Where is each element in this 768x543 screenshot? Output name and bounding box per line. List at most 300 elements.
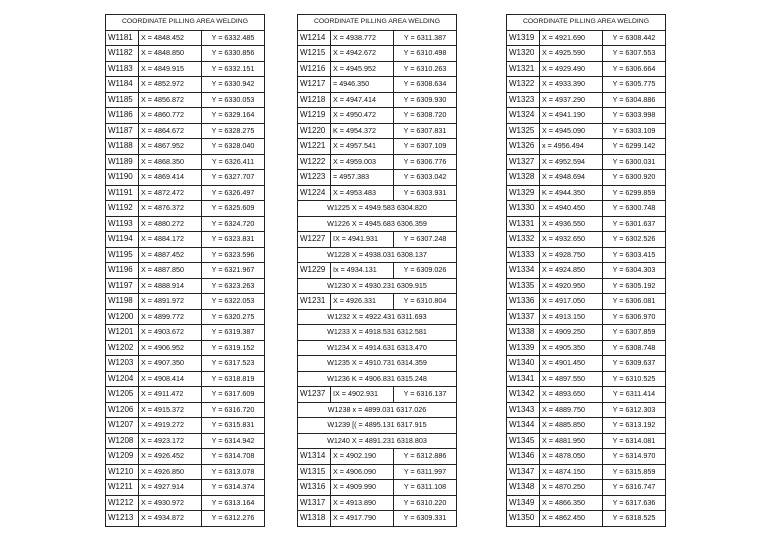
- combined-coordinate-cell: W1226 X = 4945.683 6306.359: [298, 216, 457, 232]
- table-row: [106, 77, 265, 93]
- table-row: [507, 108, 666, 124]
- table-row: [106, 449, 265, 465]
- table-row: [507, 278, 666, 294]
- table-row: [106, 340, 265, 356]
- table-row: [507, 402, 666, 418]
- table-row: [106, 170, 265, 186]
- y-coordinate-cell: Y = 6308.720: [394, 108, 457, 124]
- x-coordinate-cell: X = 4888.914: [139, 278, 202, 294]
- x-coordinate-cell: X = 4849.915: [139, 61, 202, 77]
- x-coordinate-cell: X = 4953.483: [331, 185, 394, 201]
- table-row: [507, 263, 666, 279]
- y-coordinate-cell: Y = 6318.525: [603, 511, 666, 527]
- table-row: [106, 495, 265, 511]
- point-id-cell: W1326: [507, 139, 540, 155]
- point-id-cell: W1328: [507, 170, 540, 186]
- table-row: [106, 433, 265, 449]
- y-coordinate-cell: Y = 6329.164: [202, 108, 265, 124]
- x-coordinate-cell: X = 4934.872: [139, 511, 202, 527]
- x-coordinate-cell: X = 4848.452: [139, 30, 202, 46]
- y-coordinate-cell: Y = 6308.748: [603, 340, 666, 356]
- x-coordinate-cell: X = 4938.772: [331, 30, 394, 46]
- table-row: [298, 278, 457, 294]
- x-coordinate-cell: X = 4940.450: [540, 201, 603, 217]
- x-coordinate-cell: X = 4869.414: [139, 170, 202, 186]
- table-row: [298, 464, 457, 480]
- y-coordinate-cell: Y = 6303.998: [603, 108, 666, 124]
- table-row: [507, 325, 666, 341]
- y-coordinate-cell: Y = 6305.775: [603, 77, 666, 93]
- x-coordinate-cell: X = 4889.750: [540, 402, 603, 418]
- point-id-cell: W1330: [507, 201, 540, 217]
- point-id-cell: W1237: [298, 387, 331, 403]
- x-coordinate-cell: X = 4926.850: [139, 464, 202, 480]
- combined-coordinate-cell: W1232 X = 4922.431 6311.693: [298, 309, 457, 325]
- point-id-cell: W1200: [106, 309, 139, 325]
- y-coordinate-cell: Y = 6314.081: [603, 433, 666, 449]
- x-coordinate-cell: X = 4862.450: [540, 511, 603, 527]
- x-coordinate-cell: X = 4906.090: [331, 464, 394, 480]
- table-row: [298, 356, 457, 372]
- coordinate-table-2: [297, 14, 457, 527]
- y-coordinate-cell: Y = 6332.151: [202, 61, 265, 77]
- x-coordinate-cell: X = 4872.472: [139, 185, 202, 201]
- x-coordinate-cell: X = 4921.690: [540, 30, 603, 46]
- x-coordinate-cell: X = 4913.150: [540, 309, 603, 325]
- table-row: [298, 30, 457, 46]
- point-id-cell: W1181: [106, 30, 139, 46]
- combined-coordinate-cell: W1233 X = 4918.531 6312.581: [298, 325, 457, 341]
- point-id-cell: W1348: [507, 480, 540, 496]
- point-id-cell: W1223: [298, 170, 331, 186]
- point-id-cell: W1208: [106, 433, 139, 449]
- y-coordinate-cell: Y = 6310.804: [394, 294, 457, 310]
- point-id-cell: W1191: [106, 185, 139, 201]
- table-row: [298, 511, 457, 527]
- point-id-cell: W1349: [507, 495, 540, 511]
- x-coordinate-cell: X = 4899.772: [139, 309, 202, 325]
- point-id-cell: W1337: [507, 309, 540, 325]
- x-coordinate-cell: X = 4902.190: [331, 449, 394, 465]
- x-coordinate-cell: X = 4924.850: [540, 263, 603, 279]
- x-coordinate-cell: X = 4945.952: [331, 61, 394, 77]
- point-id-cell: W1320: [507, 46, 540, 62]
- table-title: COORDINATE PILLING AREA WELDING: [298, 15, 457, 31]
- y-coordinate-cell: Y = 6315.859: [603, 464, 666, 480]
- table-row: [507, 356, 666, 372]
- table-row: [507, 309, 666, 325]
- point-id-cell: W1184: [106, 77, 139, 93]
- y-coordinate-cell: Y = 6309.930: [394, 92, 457, 108]
- x-coordinate-cell: = 4957.383: [331, 170, 394, 186]
- point-id-cell: W1229: [298, 263, 331, 279]
- point-id-cell: W1339: [507, 340, 540, 356]
- x-coordinate-cell: X = 4908.414: [139, 371, 202, 387]
- combined-coordinate-cell: W1236 K = 4906.831 6315.248: [298, 371, 457, 387]
- x-coordinate-cell: X = 4952.594: [540, 154, 603, 170]
- x-coordinate-cell: X = 4926.331: [331, 294, 394, 310]
- point-id-cell: W1209: [106, 449, 139, 465]
- point-id-cell: W1192: [106, 201, 139, 217]
- y-coordinate-cell: Y = 6307.831: [394, 123, 457, 139]
- point-id-cell: W1217: [298, 77, 331, 93]
- y-coordinate-cell: Y = 6312.276: [202, 511, 265, 527]
- point-id-cell: W1204: [106, 371, 139, 387]
- x-coordinate-cell: X = 4959.003: [331, 154, 394, 170]
- point-id-cell: W1205: [106, 387, 139, 403]
- y-coordinate-cell: Y = 6311.387: [394, 30, 457, 46]
- table-row: [106, 371, 265, 387]
- table-row: [106, 201, 265, 217]
- x-coordinate-cell: X = 4926.452: [139, 449, 202, 465]
- x-coordinate-cell: X = 4867.952: [139, 139, 202, 155]
- y-coordinate-cell: Y = 6307.109: [394, 139, 457, 155]
- table-row: [106, 92, 265, 108]
- table-row: [298, 294, 457, 310]
- x-coordinate-cell: X = 4957.541: [331, 139, 394, 155]
- table-row: [106, 325, 265, 341]
- y-coordinate-cell: Y = 6316.747: [603, 480, 666, 496]
- table-row: [507, 433, 666, 449]
- x-coordinate-cell: X = 4893.650: [540, 387, 603, 403]
- point-id-cell: W1212: [106, 495, 139, 511]
- table-row: [298, 387, 457, 403]
- x-coordinate-cell: X = 4948.694: [540, 170, 603, 186]
- y-coordinate-cell: Y = 6303.042: [394, 170, 457, 186]
- x-coordinate-cell: X = 4930.972: [139, 495, 202, 511]
- point-id-cell: W1195: [106, 247, 139, 263]
- table-row: [106, 46, 265, 62]
- table-row: [106, 185, 265, 201]
- y-coordinate-cell: Y = 6315.831: [202, 418, 265, 434]
- point-id-cell: W1214: [298, 30, 331, 46]
- point-id-cell: W1183: [106, 61, 139, 77]
- x-coordinate-cell: X = 4919.272: [139, 418, 202, 434]
- x-coordinate-cell: X = 4878.050: [540, 449, 603, 465]
- table-row: [106, 216, 265, 232]
- x-coordinate-cell: X = 4941.190: [540, 108, 603, 124]
- table-row: [106, 123, 265, 139]
- y-coordinate-cell: Y = 6328.275: [202, 123, 265, 139]
- y-coordinate-cell: Y = 6314.942: [202, 433, 265, 449]
- combined-coordinate-cell: W1238 x = 4899.031 6317.026: [298, 402, 457, 418]
- point-id-cell: W1188: [106, 139, 139, 155]
- table-row: [106, 232, 265, 248]
- x-coordinate-cell: X = 4874.150: [540, 464, 603, 480]
- table-row: [507, 123, 666, 139]
- point-id-cell: W1340: [507, 356, 540, 372]
- x-coordinate-cell: IX = 4902.931: [331, 387, 394, 403]
- table-row: [298, 92, 457, 108]
- table-row: [298, 309, 457, 325]
- y-coordinate-cell: Y = 6328.040: [202, 139, 265, 155]
- point-id-cell: W1341: [507, 371, 540, 387]
- x-coordinate-cell: X = 4868.350: [139, 154, 202, 170]
- point-id-cell: W1334: [507, 263, 540, 279]
- table-row: [507, 201, 666, 217]
- point-id-cell: W1335: [507, 278, 540, 294]
- point-id-cell: W1206: [106, 402, 139, 418]
- x-coordinate-cell: X = 4923.172: [139, 433, 202, 449]
- table-row: [507, 495, 666, 511]
- table-row: [106, 139, 265, 155]
- table-row: [106, 309, 265, 325]
- point-id-cell: W1347: [507, 464, 540, 480]
- coordinate-table-1: [105, 14, 265, 527]
- point-id-cell: W1197: [106, 278, 139, 294]
- y-coordinate-cell: Y = 6311.414: [603, 387, 666, 403]
- point-id-cell: W1216: [298, 61, 331, 77]
- y-coordinate-cell: Y = 6319.152: [202, 340, 265, 356]
- y-coordinate-cell: Y = 6307.553: [603, 46, 666, 62]
- table-row: [298, 61, 457, 77]
- table-row: [106, 387, 265, 403]
- y-coordinate-cell: Y = 6302.526: [603, 232, 666, 248]
- point-id-cell: W1329: [507, 185, 540, 201]
- table-row: [298, 108, 457, 124]
- table-row: [298, 402, 457, 418]
- y-coordinate-cell: Y = 6310.498: [394, 46, 457, 62]
- point-id-cell: W1324: [507, 108, 540, 124]
- table-row: [298, 480, 457, 496]
- x-coordinate-cell: X = 4905.350: [540, 340, 603, 356]
- table-row: [507, 139, 666, 155]
- table-row: [106, 154, 265, 170]
- x-coordinate-cell: X = 4906.952: [139, 340, 202, 356]
- table-row: [298, 201, 457, 217]
- y-coordinate-cell: Y = 6308.634: [394, 77, 457, 93]
- x-coordinate-cell: X = 4903.672: [139, 325, 202, 341]
- y-coordinate-cell: Y = 6306.081: [603, 294, 666, 310]
- point-id-cell: W1210: [106, 464, 139, 480]
- point-id-cell: W1317: [298, 495, 331, 511]
- x-coordinate-cell: X = 4932.650: [540, 232, 603, 248]
- x-coordinate-cell: X = 4950.472: [331, 108, 394, 124]
- table-row: [507, 61, 666, 77]
- point-id-cell: W1332: [507, 232, 540, 248]
- table-row: [298, 263, 457, 279]
- table-row: [298, 418, 457, 434]
- table-row: [507, 170, 666, 186]
- point-id-cell: W1198: [106, 294, 139, 310]
- x-coordinate-cell: X = 4917.050: [540, 294, 603, 310]
- x-coordinate-cell: X = 4945.090: [540, 123, 603, 139]
- x-coordinate-cell: = 4946.350: [331, 77, 394, 93]
- x-coordinate-cell: X = 4880.272: [139, 216, 202, 232]
- y-coordinate-cell: Y = 6332.485: [202, 30, 265, 46]
- y-coordinate-cell: Y = 6313.078: [202, 464, 265, 480]
- table-row: [507, 418, 666, 434]
- point-id-cell: W1227: [298, 232, 331, 248]
- point-id-cell: W1203: [106, 356, 139, 372]
- table-row: [106, 402, 265, 418]
- x-coordinate-cell: X = 4936.550: [540, 216, 603, 232]
- y-coordinate-cell: Y = 6306.664: [603, 61, 666, 77]
- point-id-cell: W1213: [106, 511, 139, 527]
- x-coordinate-cell: X = 4917.790: [331, 511, 394, 527]
- table-row: [106, 480, 265, 496]
- table-row: [507, 216, 666, 232]
- y-coordinate-cell: Y = 6304.886: [603, 92, 666, 108]
- table-row: [507, 511, 666, 527]
- y-coordinate-cell: Y = 6305.192: [603, 278, 666, 294]
- x-coordinate-cell: K = 4944.350: [540, 185, 603, 201]
- y-coordinate-cell: Y = 6299.859: [603, 185, 666, 201]
- point-id-cell: W1222: [298, 154, 331, 170]
- table-row: [507, 46, 666, 62]
- point-id-cell: W1221: [298, 139, 331, 155]
- x-coordinate-cell: X = 4928.750: [540, 247, 603, 263]
- table-row: [298, 371, 457, 387]
- point-id-cell: W1336: [507, 294, 540, 310]
- y-coordinate-cell: Y = 6330.942: [202, 77, 265, 93]
- y-coordinate-cell: Y = 6316.720: [202, 402, 265, 418]
- y-coordinate-cell: Y = 6314.374: [202, 480, 265, 496]
- table-row: [106, 511, 265, 527]
- x-coordinate-cell: X = 4937.290: [540, 92, 603, 108]
- x-coordinate-cell: X = 4848.850: [139, 46, 202, 62]
- y-coordinate-cell: Y = 6317.609: [202, 387, 265, 403]
- table-row: [298, 46, 457, 62]
- x-coordinate-cell: X = 4856.872: [139, 92, 202, 108]
- table-row: [298, 154, 457, 170]
- combined-coordinate-cell: W1230 X = 4930.231 6309.915: [298, 278, 457, 294]
- y-coordinate-cell: Y = 6319.387: [202, 325, 265, 341]
- table-row: [507, 371, 666, 387]
- point-id-cell: W1186: [106, 108, 139, 124]
- y-coordinate-cell: Y = 6330.856: [202, 46, 265, 62]
- combined-coordinate-cell: W1239 [( = 4895.131 6317.915: [298, 418, 457, 434]
- table-row: [298, 123, 457, 139]
- y-coordinate-cell: Y = 6316.137: [394, 387, 457, 403]
- table-row: [106, 247, 265, 263]
- x-coordinate-cell: K = 4954.372: [331, 123, 394, 139]
- y-coordinate-cell: Y = 6320.275: [202, 309, 265, 325]
- table-title: COORDINATE PILLING AREA WELDING: [106, 15, 265, 31]
- combined-coordinate-cell: W1240 X = 4891.231 6318.803: [298, 433, 457, 449]
- x-coordinate-cell: X = 4913.890: [331, 495, 394, 511]
- point-id-cell: W1318: [298, 511, 331, 527]
- y-coordinate-cell: Y = 6306.776: [394, 154, 457, 170]
- table-row: [298, 433, 457, 449]
- combined-coordinate-cell: W1228 X = 4938.031 6308.137: [298, 247, 457, 263]
- y-coordinate-cell: Y = 6321.967: [202, 263, 265, 279]
- x-coordinate-cell: Ix = 4934.131: [331, 263, 394, 279]
- x-coordinate-cell: X = 4897.550: [540, 371, 603, 387]
- y-coordinate-cell: Y = 6327.707: [202, 170, 265, 186]
- x-coordinate-cell: X = 4870.250: [540, 480, 603, 496]
- x-coordinate-cell: X = 4860.772: [139, 108, 202, 124]
- x-coordinate-cell: X = 4909.250: [540, 325, 603, 341]
- table-row: [507, 30, 666, 46]
- point-id-cell: W1342: [507, 387, 540, 403]
- table-row: [106, 30, 265, 46]
- point-id-cell: W1207: [106, 418, 139, 434]
- table-row: [507, 247, 666, 263]
- y-coordinate-cell: Y = 6306.970: [603, 309, 666, 325]
- y-coordinate-cell: Y = 6313.164: [202, 495, 265, 511]
- x-coordinate-cell: X = 4915.372: [139, 402, 202, 418]
- y-coordinate-cell: Y = 6317.523: [202, 356, 265, 372]
- point-id-cell: W1194: [106, 232, 139, 248]
- y-coordinate-cell: Y = 6314.970: [603, 449, 666, 465]
- table-row: [106, 418, 265, 434]
- point-id-cell: W1218: [298, 92, 331, 108]
- y-coordinate-cell: Y = 6312.303: [603, 402, 666, 418]
- x-coordinate-cell: X = 4887.850: [139, 263, 202, 279]
- point-id-cell: W1350: [507, 511, 540, 527]
- combined-coordinate-cell: W1234 X = 4914.631 6313.470: [298, 340, 457, 356]
- table-row: [298, 449, 457, 465]
- point-id-cell: W1319: [507, 30, 540, 46]
- x-coordinate-cell: X = 4852.972: [139, 77, 202, 93]
- y-coordinate-cell: Y = 6323.596: [202, 247, 265, 263]
- y-coordinate-cell: Y = 6324.720: [202, 216, 265, 232]
- table-row: [507, 464, 666, 480]
- table-row: [507, 232, 666, 248]
- x-coordinate-cell: X = 4947.414: [331, 92, 394, 108]
- y-coordinate-cell: Y = 6300.748: [603, 201, 666, 217]
- x-coordinate-cell: x = 4956.494: [540, 139, 603, 155]
- table-row: [106, 278, 265, 294]
- y-coordinate-cell: Y = 6310.525: [603, 371, 666, 387]
- point-id-cell: W1321: [507, 61, 540, 77]
- y-coordinate-cell: Y = 6313.192: [603, 418, 666, 434]
- y-coordinate-cell: Y = 6300.920: [603, 170, 666, 186]
- x-coordinate-cell: X = 4876.372: [139, 201, 202, 217]
- y-coordinate-cell: Y = 6326.497: [202, 185, 265, 201]
- point-id-cell: W1314: [298, 449, 331, 465]
- point-id-cell: W1190: [106, 170, 139, 186]
- table-row: [507, 154, 666, 170]
- point-id-cell: W1193: [106, 216, 139, 232]
- point-id-cell: W1315: [298, 464, 331, 480]
- point-id-cell: W1224: [298, 185, 331, 201]
- y-coordinate-cell: Y = 6307.248: [394, 232, 457, 248]
- x-coordinate-cell: X = 4920.950: [540, 278, 603, 294]
- y-coordinate-cell: Y = 6303.931: [394, 185, 457, 201]
- point-id-cell: W1231: [298, 294, 331, 310]
- point-id-cell: W1322: [507, 77, 540, 93]
- point-id-cell: W1182: [106, 46, 139, 62]
- x-coordinate-cell: X = 4885.850: [540, 418, 603, 434]
- point-id-cell: W1316: [298, 480, 331, 496]
- y-coordinate-cell: Y = 6314.708: [202, 449, 265, 465]
- point-id-cell: W1211: [106, 480, 139, 496]
- point-id-cell: W1346: [507, 449, 540, 465]
- table-row: [298, 247, 457, 263]
- point-id-cell: W1327: [507, 154, 540, 170]
- point-id-cell: W1215: [298, 46, 331, 62]
- point-id-cell: W1343: [507, 402, 540, 418]
- y-coordinate-cell: Y = 6322.053: [202, 294, 265, 310]
- point-id-cell: W1325: [507, 123, 540, 139]
- table-row: [298, 325, 457, 341]
- coordinate-table-3: [506, 14, 666, 527]
- table-row: [298, 185, 457, 201]
- table-row: [507, 185, 666, 201]
- table-row: [106, 108, 265, 124]
- x-coordinate-cell: X = 4884.172: [139, 232, 202, 248]
- x-coordinate-cell: X = 4911.472: [139, 387, 202, 403]
- y-coordinate-cell: Y = 6325.609: [202, 201, 265, 217]
- y-coordinate-cell: Y = 6307.859: [603, 325, 666, 341]
- table-row: [106, 356, 265, 372]
- x-coordinate-cell: X = 4925.590: [540, 46, 603, 62]
- x-coordinate-cell: X = 4933.390: [540, 77, 603, 93]
- table-row: [298, 340, 457, 356]
- y-coordinate-cell: Y = 6309.331: [394, 511, 457, 527]
